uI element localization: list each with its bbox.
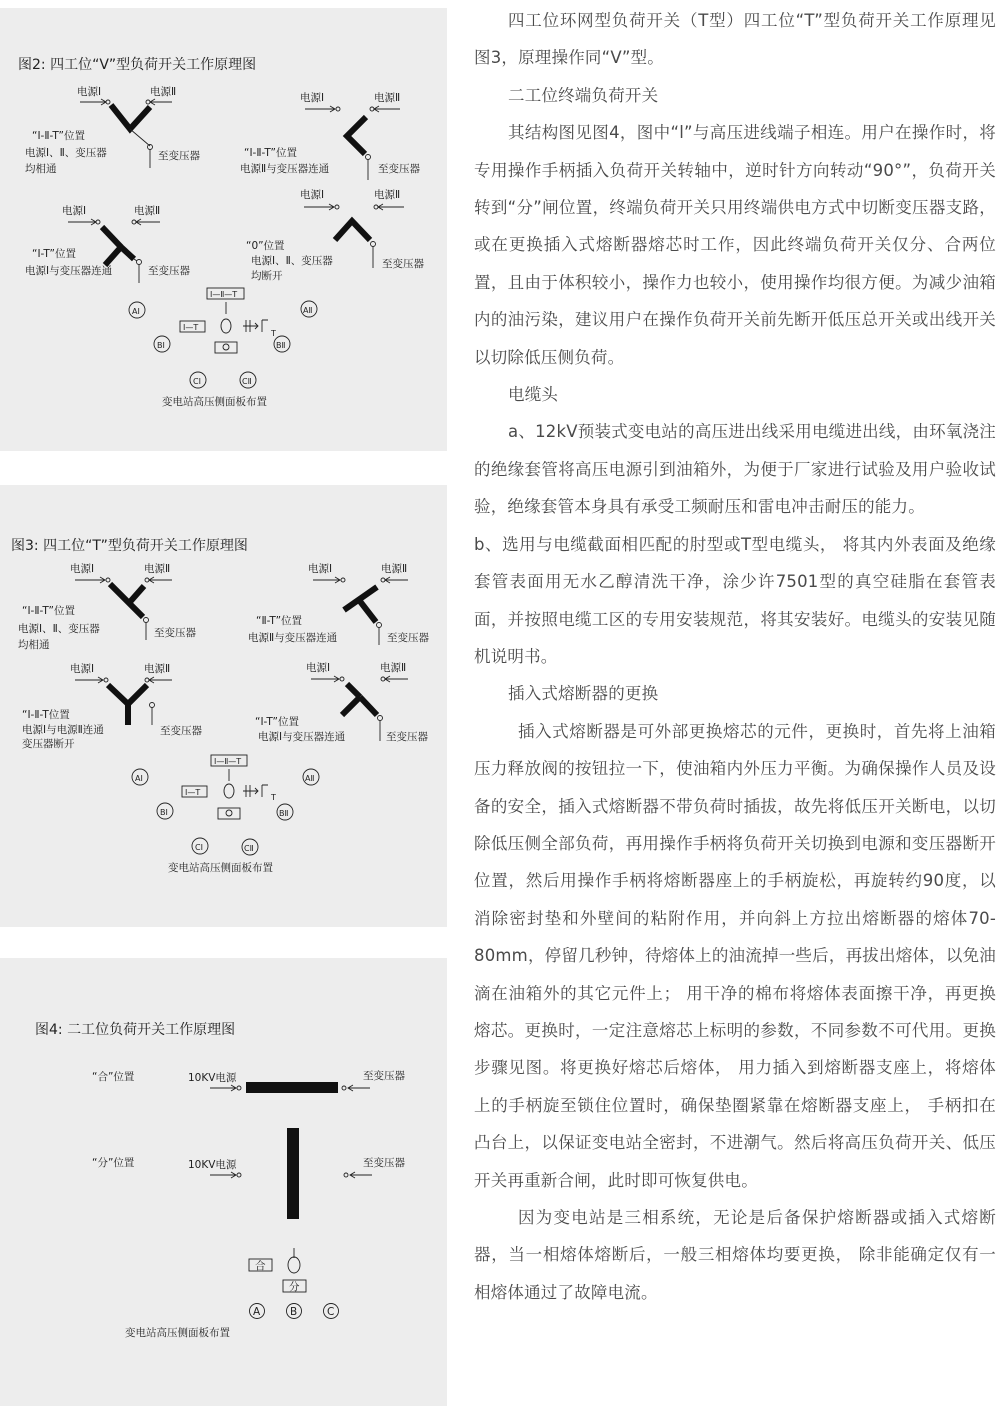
connector-label: AⅡ bbox=[303, 306, 313, 315]
terminal-icon bbox=[336, 107, 340, 111]
switch-diagram-3 bbox=[22, 662, 202, 750]
arrow-icon bbox=[304, 204, 334, 210]
connector-label: B bbox=[290, 1306, 298, 1318]
position-plate-label: Ⅰ—Ⅱ—T bbox=[210, 290, 238, 299]
source-2-label: 电源Ⅱ bbox=[134, 205, 161, 217]
switch-blade bbox=[102, 227, 121, 247]
terminal-icon bbox=[335, 205, 339, 209]
arrow-icon bbox=[374, 106, 400, 112]
source-2-label: 电源Ⅱ bbox=[150, 86, 177, 98]
terminal-icon bbox=[340, 677, 344, 681]
source-2-label: 电源Ⅱ bbox=[380, 662, 407, 674]
source-1-label: 电源Ⅰ bbox=[308, 563, 333, 575]
source-label: 10KV电源 bbox=[188, 1159, 237, 1171]
position-label: “Ⅰ-Ⅱ-T”位置 bbox=[32, 130, 85, 142]
position-label: “Ⅰ-Ⅱ-T位置 bbox=[22, 709, 70, 721]
handle-icon bbox=[288, 1257, 300, 1273]
figure-3-panel bbox=[0, 485, 447, 927]
arrow-icon bbox=[210, 1085, 236, 1091]
switch-diagram-4 bbox=[255, 661, 428, 743]
state-desc: 电源Ⅱ与变压器连通 bbox=[240, 163, 330, 175]
to-transformer-label: 至变压器 bbox=[382, 258, 424, 270]
state-desc: 均断开 bbox=[251, 270, 283, 282]
figure-3-diagram bbox=[0, 485, 447, 927]
source-1-label: 电源Ⅰ bbox=[300, 92, 325, 104]
handle-icon bbox=[224, 784, 234, 798]
handle-icon bbox=[221, 319, 231, 333]
figure-4-diagram bbox=[0, 958, 447, 1406]
terminal-icon bbox=[366, 155, 371, 160]
connector-label: AⅠ bbox=[135, 774, 143, 783]
indicator-icon bbox=[223, 344, 229, 350]
switch-diagram-1 bbox=[18, 562, 196, 651]
switch-blade bbox=[359, 600, 376, 622]
position-label: “合”位置 bbox=[92, 1071, 135, 1083]
state-desc: 电源Ⅱ与变压器连通 bbox=[248, 632, 338, 644]
source-1-label: 电源Ⅰ bbox=[70, 663, 95, 675]
connector-label: A bbox=[253, 1306, 261, 1318]
article-text bbox=[474, 2, 996, 1311]
position-plate-label: Ⅰ—T bbox=[185, 788, 201, 797]
connector-label: CⅠ bbox=[195, 843, 203, 852]
state-desc: 均相通 bbox=[25, 163, 57, 175]
switch-blade bbox=[111, 105, 150, 129]
terminal-icon bbox=[342, 1086, 346, 1090]
indicator-icon bbox=[226, 810, 232, 816]
terminal-icon bbox=[104, 678, 108, 682]
switch-blade bbox=[347, 117, 366, 154]
switch-blade bbox=[342, 697, 377, 715]
panel-t-label: T bbox=[271, 793, 276, 802]
switch-blade-closed bbox=[246, 1082, 338, 1093]
terminal-icon bbox=[150, 703, 155, 708]
arrow-icon bbox=[80, 99, 106, 105]
paragraph: b、选用与电缆截面相匹配的肘型或T型电缆头， 将其内外表面及绝缘套管表面用无水乙醇清洗干净，涂少许7501型的真空硅脂在套管表面，并按照电缆工区的专用安装规范，将其安装好。电缆头的安装见随机说明书。 bbox=[474, 534, 996, 666]
connector-label: AⅡ bbox=[305, 774, 315, 783]
terminal-icon bbox=[378, 716, 383, 721]
source-2-label: 电源Ⅱ bbox=[381, 563, 408, 575]
position-label: “Ⅰ-Ⅱ-T”位置 bbox=[22, 605, 75, 617]
arrow-icon bbox=[385, 577, 408, 583]
state-desc: 变压器断开 bbox=[22, 738, 75, 750]
panel-t-label: T bbox=[271, 329, 276, 338]
switch-blade bbox=[105, 247, 134, 265]
arrow-icon bbox=[150, 99, 172, 105]
state-desc: 电源Ⅰ与变压器连通 bbox=[258, 731, 346, 743]
connector-label: AⅠ bbox=[132, 307, 140, 316]
to-transformer-label: 至变压器 bbox=[387, 632, 429, 644]
terminal-icon bbox=[237, 1086, 241, 1090]
connector-label: BⅡ bbox=[276, 341, 286, 350]
terminal-icon bbox=[344, 1173, 348, 1177]
open-state-diagram bbox=[92, 1128, 405, 1219]
position-label: “分”位置 bbox=[92, 1157, 135, 1169]
panel-caption: 变电站高压侧面板布置 bbox=[125, 1327, 230, 1339]
position-label: “Ⅰ-T”位置 bbox=[255, 716, 299, 728]
figure-title: 图3: 四工位“T”型负荷开关工作原理图 bbox=[11, 538, 248, 554]
terminal-icon bbox=[148, 145, 153, 150]
control-panel-layout bbox=[129, 288, 317, 408]
figure-title: 图2: 四工位“V”型负荷开关工作原理图 bbox=[18, 57, 257, 73]
figure-4-panel bbox=[0, 958, 447, 1406]
arrow-icon bbox=[75, 577, 105, 583]
control-panel-layout bbox=[132, 755, 319, 874]
position-label: “0”位置 bbox=[246, 240, 285, 252]
source-1-label: 电源Ⅰ bbox=[70, 563, 95, 575]
arrow-icon bbox=[136, 219, 160, 225]
source-label: 10KV电源 bbox=[188, 1072, 237, 1084]
connector-label: BⅠ bbox=[160, 808, 168, 817]
arrow-icon bbox=[348, 1085, 370, 1091]
connector-label: CⅡ bbox=[242, 377, 252, 386]
source-2-label: 电源Ⅱ bbox=[374, 92, 401, 104]
to-transformer-label: 至变压器 bbox=[160, 725, 202, 737]
switch-diagram-2 bbox=[240, 91, 420, 180]
state-desc: 电源Ⅰ、Ⅱ、变压器 bbox=[251, 255, 333, 267]
position-plate-label: Ⅰ—Ⅱ—T bbox=[214, 757, 242, 766]
open-plate-label: 分 bbox=[289, 1281, 300, 1293]
switch-diagram-3 bbox=[25, 204, 190, 283]
arrow-icon bbox=[385, 676, 408, 682]
source-2-label: 电源Ⅱ bbox=[374, 189, 401, 201]
terminal-icon bbox=[377, 623, 382, 628]
state-desc: 电源Ⅰ、Ⅱ、变压器 bbox=[25, 147, 107, 159]
source-1-label: 电源Ⅰ bbox=[306, 662, 331, 674]
terminal-icon bbox=[341, 578, 345, 582]
section-heading: 二工位终端负荷开关 bbox=[508, 85, 659, 105]
position-plate-label: Ⅰ—T bbox=[183, 323, 199, 332]
to-transformer-label: 至变压器 bbox=[386, 731, 428, 743]
state-desc: 电源Ⅰ与变压器连通 bbox=[25, 265, 113, 277]
terminal-icon bbox=[371, 242, 376, 247]
closed-state-diagram bbox=[92, 1069, 405, 1093]
paragraph: 其结构图见图4，图中“l”与高压进线端子相连。用户在操作时，将专用操作手柄插入负荷开关转轴中，逆时针方向转动“90°”，负荷开关转到“分”闸位置，终端负荷开关只用终端供电方式中切断变压器支路，或在更换插入式熔断器熔芯时工作，因此终端负荷开关仅分、合两位置，且由于体积较小，操作力也较小，使用操作均很方便。为减少油箱内的油污染，建议用户在操作负荷开关前先断开低压总开关或出线开关以切除低压侧负荷。 bbox=[474, 123, 996, 367]
link-line bbox=[130, 129, 150, 146]
figure-title: 图4: 二工位负荷开关工作原理图 bbox=[35, 1022, 236, 1038]
paragraph: a、12kV预装式变电站的高压进出线采用电缆进出线，由环氧浇注的绝缘套管将高压电源引到油箱外，为便于厂家进行试验及用户验收试验，绝缘套管本身具有承受工频耐压和雷电冲击耐压的能力。 bbox=[474, 422, 996, 517]
to-transformer-label: 至变压器 bbox=[158, 150, 200, 162]
switch-diagram-2 bbox=[248, 562, 429, 645]
close-plate-label: 合 bbox=[255, 1260, 266, 1272]
terminal-symbol-icon bbox=[243, 320, 268, 332]
terminal-symbol-icon bbox=[243, 785, 268, 797]
figure-2-panel bbox=[0, 8, 447, 451]
arrow-icon bbox=[305, 106, 335, 112]
control-panel-layout bbox=[125, 1248, 339, 1339]
connector-label: CⅠ bbox=[193, 377, 201, 386]
arrow-icon bbox=[378, 204, 404, 210]
source-2-label: 电源Ⅱ bbox=[144, 563, 171, 575]
panel-caption: 变电站高压侧面板布置 bbox=[162, 396, 267, 408]
connector-label: C bbox=[327, 1306, 335, 1318]
source-1-label: 电源Ⅰ bbox=[62, 205, 87, 217]
to-transformer-label: 至变压器 bbox=[363, 1157, 405, 1169]
state-desc: 均相通 bbox=[18, 639, 50, 651]
arrow-icon bbox=[210, 1172, 236, 1178]
section-heading: 插入式熔断器的更换 bbox=[508, 684, 659, 704]
figure-2-diagram bbox=[0, 8, 447, 451]
panel-caption: 变电站高压侧面板布置 bbox=[168, 862, 273, 874]
source-1-label: 电源Ⅰ bbox=[300, 189, 325, 201]
arrow-icon bbox=[311, 676, 339, 682]
arrow-icon bbox=[75, 677, 103, 683]
state-desc: 电源Ⅰ、Ⅱ、变压器 bbox=[18, 623, 100, 635]
to-transformer-label: 至变压器 bbox=[378, 163, 420, 175]
arrow-icon bbox=[313, 577, 340, 583]
terminal-icon bbox=[106, 578, 110, 582]
source-2-label: 电源Ⅱ bbox=[144, 663, 171, 675]
to-transformer-label: 至变压器 bbox=[154, 627, 196, 639]
paragraph: 因为变电站是三相系统，无论是后备保护熔断器或插入式熔断器，当一相熔体熔断后，一般三相熔体均要更换， 除非能确定仅有一相熔体通过了故障电流。 bbox=[474, 1208, 996, 1302]
arrow-icon bbox=[68, 219, 96, 225]
arrow-icon bbox=[350, 1172, 372, 1178]
switch-blade bbox=[129, 586, 144, 603]
terminal-icon bbox=[137, 260, 142, 265]
section-heading: 电缆头 bbox=[508, 385, 559, 405]
position-label: “Ⅰ-T”位置 bbox=[32, 248, 76, 260]
switch-diagram-1 bbox=[25, 85, 200, 175]
position-label: “Ⅱ-T”位置 bbox=[256, 615, 303, 627]
paragraph: 四工位环网型负荷开关（T型）四工位“T”型负荷开关工作原理见图3，原理操作同“V”型。 bbox=[474, 11, 996, 68]
connector-label: CⅡ bbox=[244, 844, 254, 853]
paragraph: 插入式熔断器是可外部更换熔芯的元件，更换时，首先将上油箱压力释放阀的按钮拉一下，使油箱内外压力平衡。为确保操作人员及设备的安全，插入式熔断器不带负荷时插拔，故先将低压开关断电，以切除低压侧全部负荷，再用操作手柄将负荷开关切换到电源和变压器断开位置，然后用操作手柄将熔断器座上的手柄旋松，再旋转约90度，以消除密封垫和外壁间的粘附作用，并向斜上方拉出熔断器的熔体70-80mm，停留几秒钟，待熔体上的油流掉一些后，再拔出熔体，以免油滴在油箱外的其它元件上； 用干净的棉布将熔体表面擦干净，再更换熔芯。更换时，一定注意熔芯上标明的参数，不同参数不可代用。更换步骤见图。将更换好熔芯后熔体， 用力插入到熔断器支座上，将熔体上的手柄旋至锁住位置时，确保垫圈紧靠在熔断器支座上， 手柄扣在凸台上，以保证变电站全密封，不进潮气。然后将高压负荷开关、低压开关再重新合闸，此时即可恢复供电。 bbox=[474, 721, 996, 1190]
position-label: “Ⅰ-Ⅱ-T”位置 bbox=[244, 147, 297, 159]
switch-blade bbox=[335, 221, 370, 240]
to-transformer-label: 至变压器 bbox=[363, 1070, 405, 1082]
state-desc: 电源Ⅰ与电源Ⅱ连通 bbox=[22, 724, 104, 736]
connector-label: BⅠ bbox=[157, 341, 165, 350]
terminal-icon bbox=[237, 1173, 241, 1177]
arrow-icon bbox=[149, 577, 172, 583]
source-1-label: 电源Ⅰ bbox=[77, 86, 102, 98]
connector-label: BⅡ bbox=[279, 809, 289, 818]
to-transformer-label: 至变压器 bbox=[148, 265, 190, 277]
switch-diagram-4 bbox=[246, 188, 424, 282]
arrow-icon bbox=[149, 677, 172, 683]
terminal-icon bbox=[144, 618, 149, 623]
switch-blade-open bbox=[287, 1128, 299, 1219]
switch-blade bbox=[108, 685, 147, 704]
